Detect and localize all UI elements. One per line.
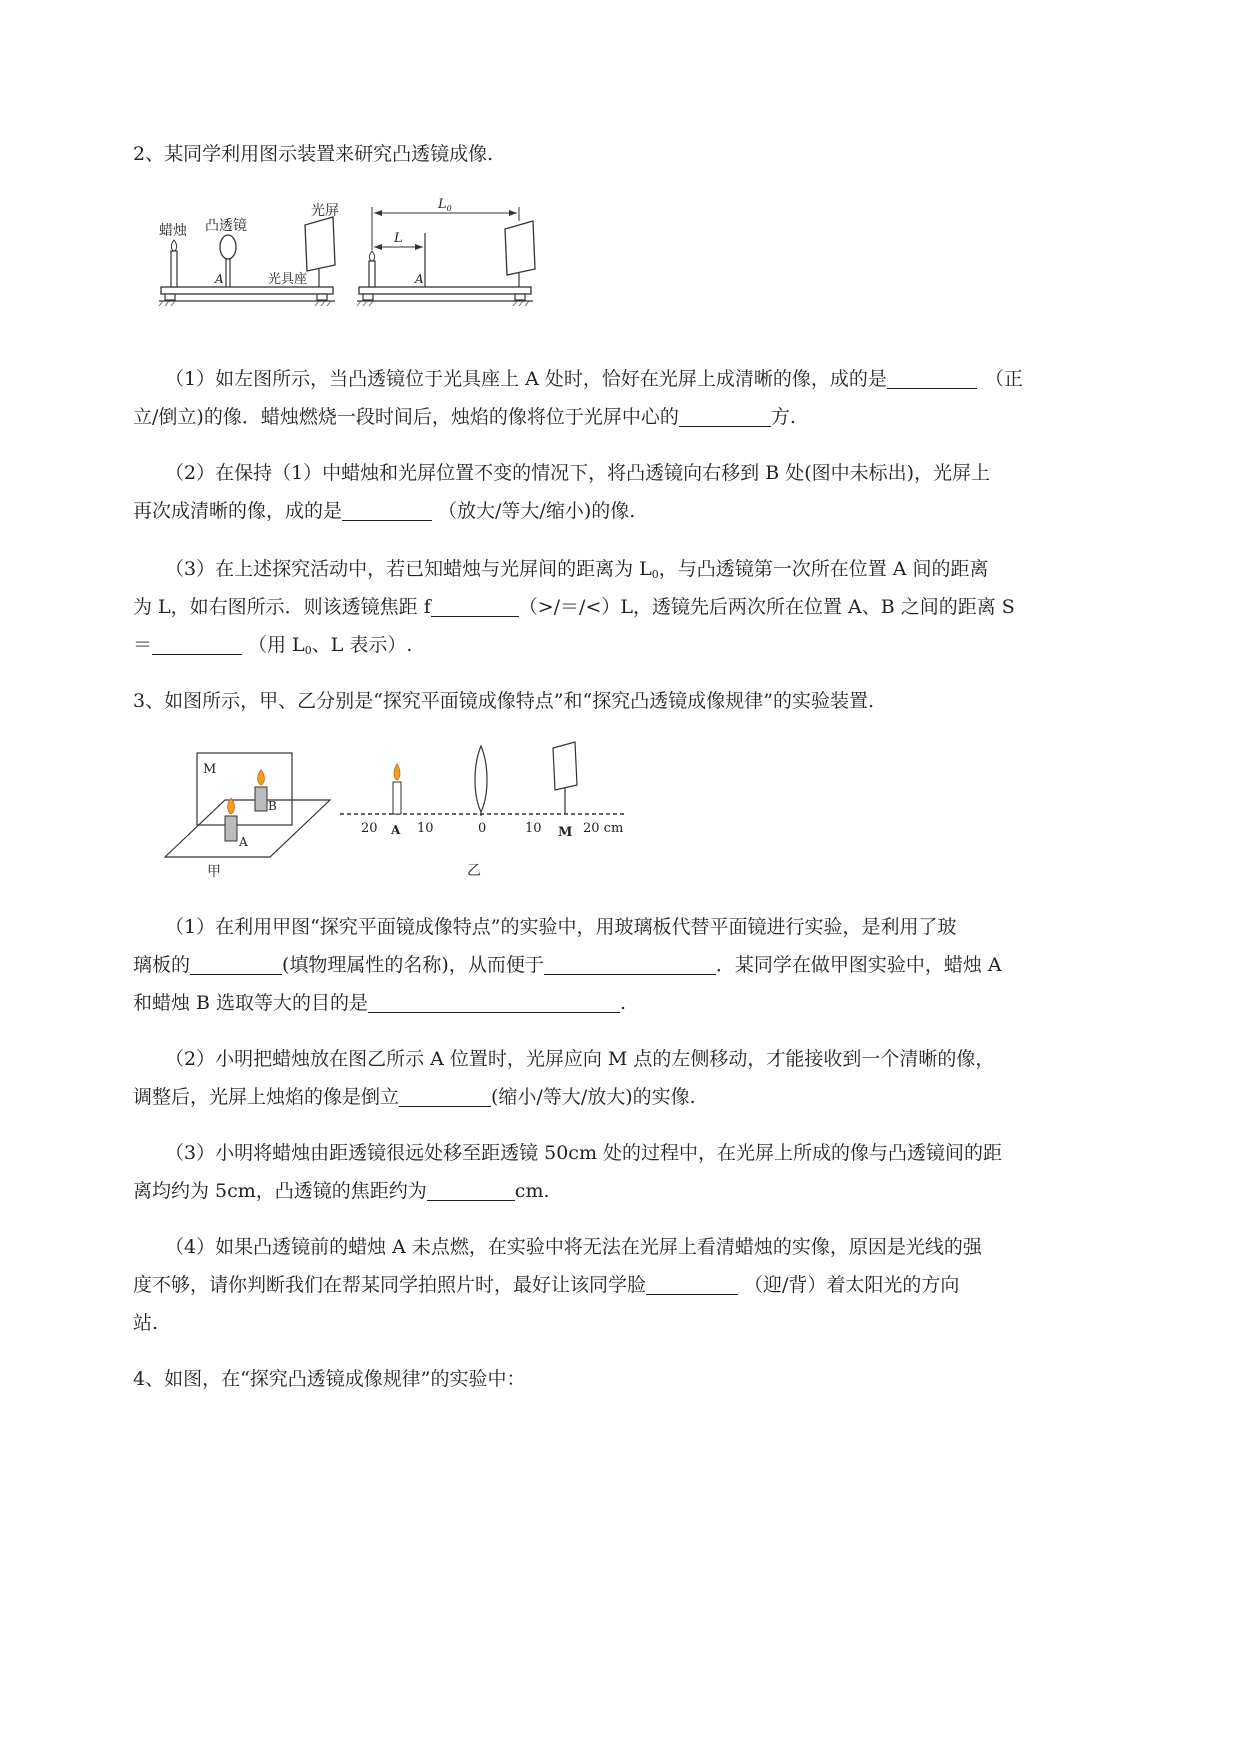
q3-answer-blank-1[interactable]	[190, 954, 282, 975]
q3-answer-blank-2[interactable]	[544, 954, 716, 975]
q3-p3-line2	[133, 1179, 550, 1203]
label-yi: 乙	[467, 863, 481, 879]
q2-p3-line3	[133, 633, 412, 663]
tick-0: 0	[478, 821, 487, 836]
q3-title: 3、如图所示，甲、乙分别是“探究平面镜成像特点”和“探究凸透镜成像规律”的实验装置.	[133, 690, 874, 712]
q3-p1-text-e: .	[620, 992, 627, 1014]
label-screen: 光屏	[311, 203, 339, 219]
q2-p3-sub-b: 0	[304, 644, 312, 657]
q2-p3-text-a: （3）在上述探究活动中，若已知蜡烛与光屏间的距离为 L	[165, 558, 652, 580]
q4-title: 4、如图，在“探究凸透镜成像规律”的实验中：	[133, 1368, 526, 1390]
tick-m: M	[558, 825, 573, 840]
q2-answer-blank-2[interactable]	[679, 406, 771, 427]
q2-answer-blank-3[interactable]	[342, 500, 432, 521]
q3-p2-line1: （2）小明把蜡烛放在图乙所示 A 位置时，光屏应向 M 点的左侧移动，才能接收到一个清晰的像，	[165, 1048, 995, 1070]
q3-p1-text-a: 璃板的	[133, 954, 191, 976]
q3-p4-text-b: （迎/背）着太阳光的方向	[744, 1274, 960, 1296]
label-candle-b: B	[268, 799, 277, 813]
q3-answer-blank-6[interactable]	[646, 1274, 738, 1295]
label-point-a-right: A	[415, 272, 424, 286]
q3-p3-text-a: 离均约为 5cm，凸透镜的焦距约为	[133, 1180, 427, 1202]
q3-p2-line2	[133, 1085, 696, 1109]
q2-p1-line2	[133, 405, 796, 429]
left-optical-bench	[159, 287, 335, 306]
tick-20-right: 20 cm	[583, 821, 624, 836]
q2-p1-text-b: （正	[984, 368, 1023, 390]
q2-answer-blank-5[interactable]	[152, 634, 242, 655]
q2-p1-text-c: 立/倒立)的像．蜡烛燃烧一段时间后，烛焰的像将位于光屏中心的	[133, 406, 679, 428]
q2-answer-blank-1[interactable]	[887, 368, 977, 389]
q2-p3-text-b: ，与凸透镜第一次所在位置 A 间的距离	[658, 558, 989, 580]
q2-p1-text-d: 方.	[770, 406, 796, 428]
q3-p1-line3	[133, 991, 626, 1015]
q2-p3-sub-a: 0	[651, 568, 659, 581]
q3-answer-blank-4[interactable]	[399, 1086, 491, 1107]
label-lens: 凸透镜	[205, 218, 247, 234]
label-point-a-left: A	[215, 272, 224, 286]
label-candle-a: A	[239, 835, 248, 849]
label-mirror: M	[203, 762, 217, 777]
q2-figure	[155, 195, 545, 310]
q2-p3-text-e: ＝	[133, 634, 153, 656]
q2-p1-text-a: （1）如左图所示，当凸透镜位于光具座上 A 处时，恰好在光屏上成清晰的像，成的是	[165, 368, 887, 390]
q3-p1-text-b: (填物理属性的名称)，从而便于	[282, 954, 544, 976]
q3-p4-line2	[133, 1273, 959, 1297]
label-bench: 光具座	[268, 272, 308, 287]
left-candle	[171, 240, 177, 287]
q2-p2-text-a: 再次成清晰的像，成的是	[133, 500, 343, 522]
label-l: L	[394, 231, 403, 246]
q3-p1-text-d: 和蜡烛 B 选取等大的目的是	[133, 992, 369, 1014]
q2-p3-text-g: 、L 表示）.	[311, 634, 413, 656]
q2-p2-text-b: （放大/等大/缩小)的像.	[438, 500, 636, 522]
label-candle: 蜡烛	[159, 223, 187, 239]
q3-p2-text-a: 调整后，光屏上烛焰的像是倒立	[133, 1086, 400, 1108]
q2-p2-line1: （2）在保持（1）中蜡烛和光屏位置不变的情况下，将凸透镜向右移到 B 处(图中未标出)，光屏上	[165, 462, 991, 484]
q3-p4-line3: 站.	[133, 1312, 159, 1334]
q2-p3-text-f: （用 L	[248, 634, 305, 656]
q2-p3-text-d: （>/＝/<）L，透镜先后两次所在位置 A、B 之间的距离 S	[518, 596, 1015, 618]
q3-p3-line1: （3）小明将蜡烛由距透镜很远处移至距透镜 50cm 处的过程中，在光屏上所成的像与凸透镜间的距	[165, 1142, 1003, 1164]
figure-yi	[340, 742, 625, 816]
q2-p3-text-c: 为 L，如右图所示．则该透镜焦距 f	[133, 596, 431, 618]
q3-p3-text-b: cm.	[514, 1180, 550, 1202]
q2-p1-line1	[165, 367, 1023, 391]
tick-10-right: 10	[525, 821, 542, 836]
q3-answer-blank-3[interactable]	[368, 992, 620, 1013]
right-optical-bench	[357, 287, 533, 306]
left-screen	[305, 217, 335, 287]
q2-title: 2、某同学利用图示装置来研究凸透镜成像.	[133, 143, 494, 165]
q3-figure	[155, 740, 645, 880]
tick-a: A	[391, 823, 401, 837]
tick-20-left: 20	[361, 821, 378, 836]
label-l0: $L_0$	[438, 197, 452, 213]
q2-p2-line2	[133, 499, 635, 523]
q2-p3-line2	[133, 595, 1015, 619]
q3-p4-line1: （4）如果凸透镜前的蜡烛 A 未点燃，在实验中将无法在光屏上看清蜡烛的实像，原因是光线的强	[165, 1236, 982, 1258]
q3-p1-line2	[133, 953, 1002, 977]
q3-answer-blank-5[interactable]	[427, 1180, 515, 1201]
q2-answer-blank-4[interactable]	[431, 596, 519, 617]
q2-p3-line1	[165, 557, 989, 587]
q3-p1-line1: （1）在利用甲图“探究平面镜成像特点”的实验中，用玻璃板代替平面镜进行实验，是利用了玻	[165, 916, 957, 938]
tick-10-left: 10	[417, 821, 434, 836]
label-jia: 甲	[207, 864, 221, 880]
right-screen	[505, 221, 535, 287]
q3-p1-text-c: ．某同学在做甲图实验中，蜡烛 A	[715, 954, 1002, 976]
q3-p2-text-b: (缩小/等大/放大)的实像.	[491, 1086, 696, 1108]
q3-p4-text-a: 度不够，请你判断我们在帮某同学拍照片时，最好让该同学脸	[133, 1274, 647, 1296]
right-candle	[369, 251, 375, 287]
